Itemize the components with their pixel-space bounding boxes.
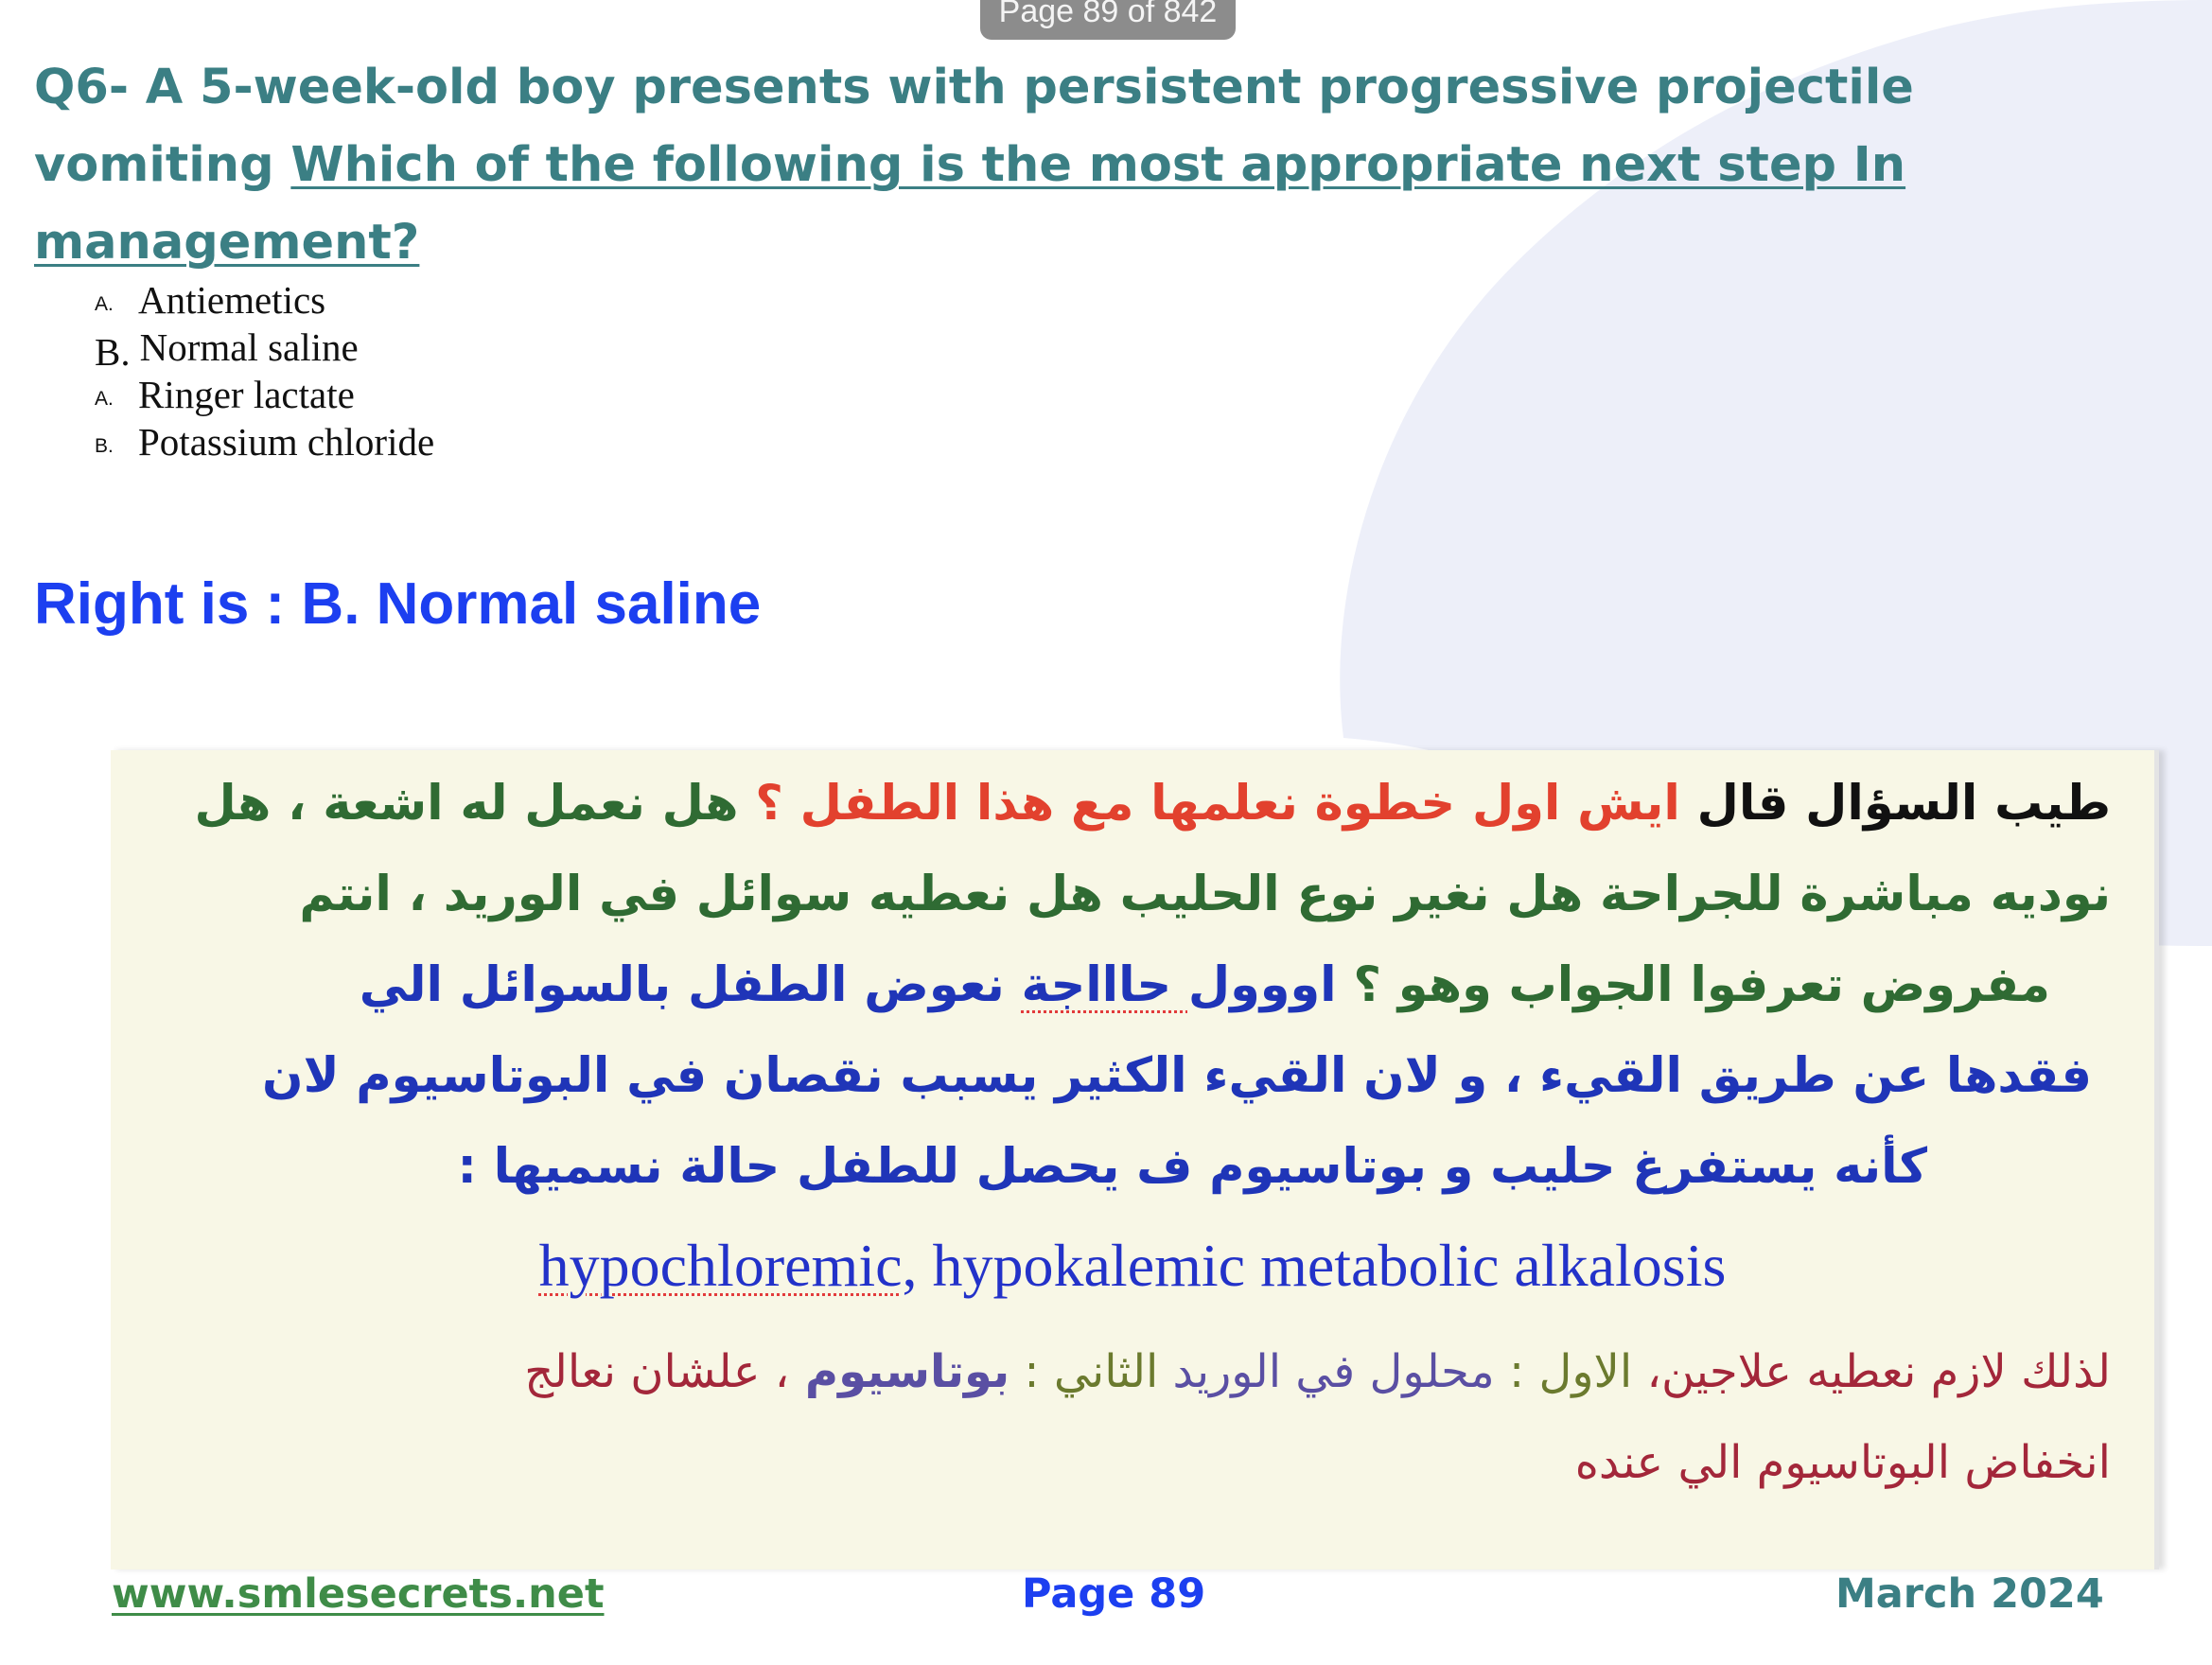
page-indicator: Page 89 of 842 bbox=[980, 0, 1236, 40]
answer-options bbox=[95, 276, 434, 465]
question-prompt: Which of the following is the most appropriate next step In management? bbox=[34, 137, 1906, 271]
explanation-line-4: فقدها عن طريق القيء ، و لان القيء الكثير يسبب نقصان في البوتاسيوم لان bbox=[262, 1048, 2092, 1104]
explanation-text: نعوض الطفل بالسوائل الي bbox=[359, 957, 1022, 1013]
explanation-line-8: انخفاض البوتاسيوم الي عنده bbox=[1574, 1436, 2111, 1489]
explanation-highlight: ايش اول خطوة نعلمها مع هذا الطفل ؟ bbox=[738, 776, 1680, 832]
explanation-text: حاااجة bbox=[1021, 957, 1188, 1013]
explanation-line-3 bbox=[360, 943, 2050, 1028]
option-marker: B. bbox=[95, 329, 131, 374]
explanation-line-7 bbox=[524, 1329, 2111, 1414]
option-marker: A. bbox=[95, 387, 114, 410]
explanation-line-2: نوديه مباشرة للجراحة هل نغير نوع الحليب هل نعطيه سوائل في الوريد ، انتم bbox=[299, 867, 2111, 922]
question-text bbox=[34, 49, 2059, 282]
explanation-text: لذلك لازم نعطيه علاجين، bbox=[1632, 1345, 2111, 1398]
diagnosis-term: , hypokalemic metabolic alkalosis bbox=[902, 1232, 1727, 1299]
footer-website-link[interactable]: www.smlesecrets.net bbox=[112, 1570, 605, 1618]
explanation-text: مفروض تعرفوا الجواب وهو ؟ bbox=[1336, 957, 2050, 1013]
option-marker: A. bbox=[95, 292, 114, 315]
explanation-diagnosis bbox=[111, 1231, 2154, 1301]
option-a-antiemetics bbox=[95, 276, 434, 324]
explanation-text: الثاني : bbox=[1009, 1345, 1159, 1398]
explanation-text: ، علشان نعالج bbox=[524, 1345, 790, 1398]
option-text: Ringer lactate bbox=[138, 373, 355, 416]
question-stem: Q6- A 5-week-old boy presents with persistent progressive projectile vomiting bbox=[34, 60, 1914, 193]
option-c-ringer-lactate bbox=[95, 371, 434, 418]
explanation-box bbox=[111, 750, 2159, 1569]
option-marker: B. bbox=[95, 434, 114, 457]
option-d-potassium-chloride bbox=[95, 418, 434, 465]
option-text: Potassium chloride bbox=[138, 420, 435, 464]
explanation-text: اووول bbox=[1187, 957, 1337, 1013]
explanation-text: بوتاسيوم bbox=[789, 1345, 1010, 1398]
explanation-text: الاول : bbox=[1494, 1345, 1633, 1398]
explanation-text: محلول في الوريد bbox=[1158, 1345, 1495, 1398]
footer-date: March 2024 bbox=[1835, 1570, 2104, 1618]
explanation-text: طيب السؤال قال bbox=[1679, 776, 2111, 832]
option-text: Antiemetics bbox=[138, 278, 326, 322]
option-text: Normal saline bbox=[139, 325, 359, 369]
correct-answer: Right is : B. Normal saline bbox=[34, 571, 762, 637]
explanation-text: هل نعمل له اشعة ، هل bbox=[194, 776, 739, 832]
footer-page-number: Page 89 bbox=[1022, 1570, 1206, 1618]
option-b-normal-saline bbox=[95, 324, 434, 374]
explanation-line-1 bbox=[195, 762, 2111, 847]
explanation-line-5: كأنه يستفرغ حليب و بوتاسيوم ف يحصل للطفل حالة نسميها : bbox=[457, 1139, 1927, 1195]
diagnosis-term: hypochloremic bbox=[538, 1232, 903, 1299]
